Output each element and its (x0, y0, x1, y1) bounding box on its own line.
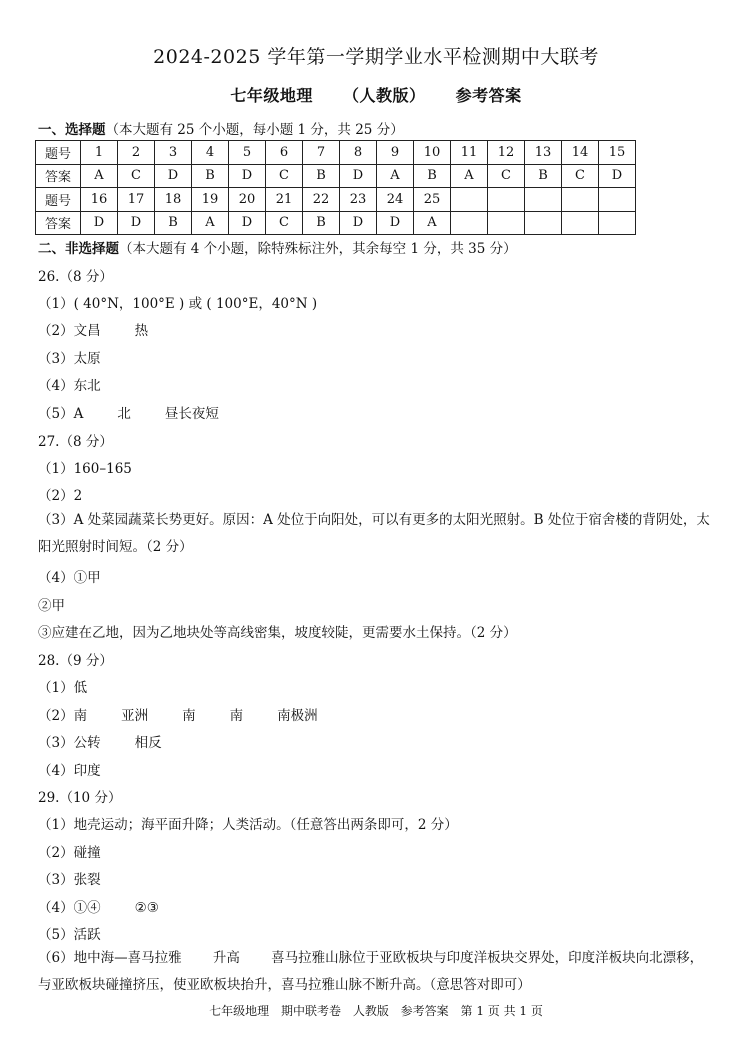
section1-title: 一、选择题 (38, 122, 106, 138)
table-cell: B (192, 164, 229, 188)
table-cell: B (303, 211, 340, 235)
table-cell: 4 (192, 141, 229, 165)
table-cell: D (118, 211, 155, 235)
table-cell: 6 (266, 141, 303, 165)
table-row (36, 164, 636, 188)
page-footer (0, 1002, 752, 1019)
table-cell: 15 (599, 141, 636, 165)
q26-answer-4: （4）东北 (38, 378, 101, 394)
table-cell: B (303, 164, 340, 188)
table-cell: 1 (81, 141, 118, 165)
section1-heading (38, 118, 404, 138)
q26-answer-2 (38, 319, 148, 339)
table-cell: 13 (525, 141, 562, 165)
table-cell: 23 (340, 188, 377, 212)
section1-desc: （本大题有 25 个小题，每小题 1 分，共 25 分） (105, 122, 404, 138)
table-cell: D (340, 211, 377, 235)
row-label: 题号 (36, 188, 81, 212)
row-label: 答案 (36, 164, 81, 188)
table-cell: 8 (340, 141, 377, 165)
table-row (36, 141, 636, 165)
table-cell: 22 (303, 188, 340, 212)
q28-answer-3a: （3）公转 (38, 735, 101, 751)
table-cell: 20 (229, 188, 266, 212)
table-cell: C (562, 164, 599, 188)
q27-answer-5: ②甲 (38, 598, 65, 614)
table-cell (599, 188, 636, 212)
q29-heading: 29.（10 分） (38, 790, 122, 806)
q28-answer-2e: 南极洲 (277, 708, 318, 724)
q29-answer-1: （1）地壳运动；海平面升降；人类活动。（任意答出两条即可，2 分） (38, 817, 458, 833)
table-cell: A (81, 164, 118, 188)
table-cell: 2 (118, 141, 155, 165)
q28-answer-2a: （2）南 (38, 708, 88, 724)
q29-answer-6: （6）地中海—喜马拉雅 升高 喜马拉雅山脉位于亚欧板块与印度洋板块交界处，印度洋板块向北漂移，与亚欧板块碰撞挤压，使亚欧板块抬升，喜马拉雅山脉不断升高。（意思答对即可） (38, 950, 704, 993)
table-cell: D (81, 211, 118, 235)
q28-answer-3b: 相反 (134, 735, 162, 751)
table-cell: C (266, 164, 303, 188)
footer-edition: 人教版 (352, 1004, 389, 1018)
table-cell (562, 211, 599, 235)
table-cell (488, 211, 525, 235)
table-cell: 24 (377, 188, 414, 212)
q27-answer-1: （1）160–165 (38, 461, 132, 477)
q29-answer-4b: ②③ (134, 900, 159, 916)
q28-answer-3 (38, 731, 162, 751)
table-cell: 10 (414, 141, 451, 165)
table-cell: B (155, 211, 192, 235)
footer-subject: 七年级地理 (209, 1004, 270, 1018)
q28-answer-4: （4）印度 (38, 763, 101, 779)
page-subtitle (0, 83, 752, 106)
table-cell: 11 (451, 141, 488, 165)
table-cell: C (266, 211, 303, 235)
table-cell (525, 211, 562, 235)
table-cell: D (599, 164, 636, 188)
q27-answer-3: （3）A 处菜园蔬菜长势更好。原因：A 处位于向阳处，可以有更多的太阳光照射。B 处位于宿舍楼的背阴处，太阳光照射时间短。（2 分） (38, 512, 710, 555)
table-cell: C (118, 164, 155, 188)
q29-answer-4a: （4）①④ (38, 900, 101, 916)
table-cell: 25 (414, 188, 451, 212)
footer-exam: 期中联考卷 (280, 1004, 341, 1018)
q26-answer-3: （3）太原 (38, 351, 101, 367)
table-cell: 7 (303, 141, 340, 165)
q26-answer-5a: （5）A (38, 406, 84, 422)
q26-answer-2b: 热 (134, 323, 149, 339)
table-cell: 19 (192, 188, 229, 212)
subtitle-edition: （人教版） (342, 86, 426, 105)
section2-desc: （本大题有 4 个小题，除特殊标注外，其余每空 1 分，共 35 分） (119, 241, 517, 257)
q29-answer-2: （2）碰撞 (38, 845, 101, 861)
table-cell: A (192, 211, 229, 235)
table-cell (599, 211, 636, 235)
q28-answer-2 (38, 704, 318, 724)
table-cell (525, 188, 562, 212)
q29-answer-4 (38, 896, 159, 916)
table-cell: D (229, 164, 266, 188)
q28-answer-2b: 亚洲 (121, 708, 149, 724)
q27-answer-6: ③应建在乙地，因为乙地块处等高线密集，坡度较陡，更需要水土保持。（2 分） (38, 625, 517, 641)
table-cell: A (377, 164, 414, 188)
table-cell: 5 (229, 141, 266, 165)
footer-page-number: 第 1 页 共 1 页 (460, 1004, 543, 1018)
table-cell: D (155, 164, 192, 188)
row-label: 答案 (36, 211, 81, 235)
table-row (36, 211, 636, 235)
table-cell: 14 (562, 141, 599, 165)
q27-answer-2: （2）2 (38, 488, 83, 504)
table-cell: 12 (488, 141, 525, 165)
table-cell: 17 (118, 188, 155, 212)
q29-answer-3: （3）张裂 (38, 872, 101, 888)
subtitle-answer: 参考答案 (455, 86, 522, 105)
section2-heading (38, 237, 517, 257)
table-cell: B (525, 164, 562, 188)
q28-answer-2c: 南 (182, 708, 196, 724)
footer-answer: 参考答案 (400, 1004, 449, 1018)
q26-answer-2a: （2）文昌 (38, 323, 101, 339)
table-cell: B (414, 164, 451, 188)
page-title: 2024-2025 学年第一学期学业水平检测期中大联考 (153, 46, 599, 68)
q28-answer-1: （1）低 (38, 680, 88, 696)
table-cell: 16 (81, 188, 118, 212)
table-cell: D (340, 164, 377, 188)
table-cell: 18 (155, 188, 192, 212)
q26-answer-5c: 昼长夜短 (164, 406, 219, 422)
table-cell: D (377, 211, 414, 235)
q28-answer-2d: 南 (229, 708, 244, 724)
table-cell: C (488, 164, 525, 188)
row-label: 题号 (36, 141, 81, 165)
q29-answer-5: （5）活跃 (38, 927, 101, 943)
table-cell: 3 (155, 141, 192, 165)
table-cell: 9 (377, 141, 414, 165)
q27-answer-4: （4）①甲 (38, 570, 101, 586)
table-cell (451, 211, 488, 235)
table-cell: D (229, 211, 266, 235)
subtitle-subject: 七年级地理 (230, 86, 313, 105)
q26-answer-1: （1）( 40°N，100°E ) 或 ( 100°E，40°N ) (38, 296, 318, 312)
q27-heading: 27.（8 分） (38, 434, 113, 450)
section2-title: 二、非选择题 (38, 241, 119, 257)
q26-answer-5b: 北 (117, 406, 131, 422)
table-cell: A (414, 211, 451, 235)
table-cell (488, 188, 525, 212)
q26-answer-5 (38, 402, 219, 422)
table-cell: 21 (266, 188, 303, 212)
q26-heading: 26.（8 分） (38, 269, 113, 285)
answer-table (35, 140, 636, 235)
table-cell (451, 188, 488, 212)
table-cell: A (451, 164, 488, 188)
table-row (36, 188, 636, 212)
q28-heading: 28.（9 分） (38, 653, 113, 669)
table-cell (562, 188, 599, 212)
